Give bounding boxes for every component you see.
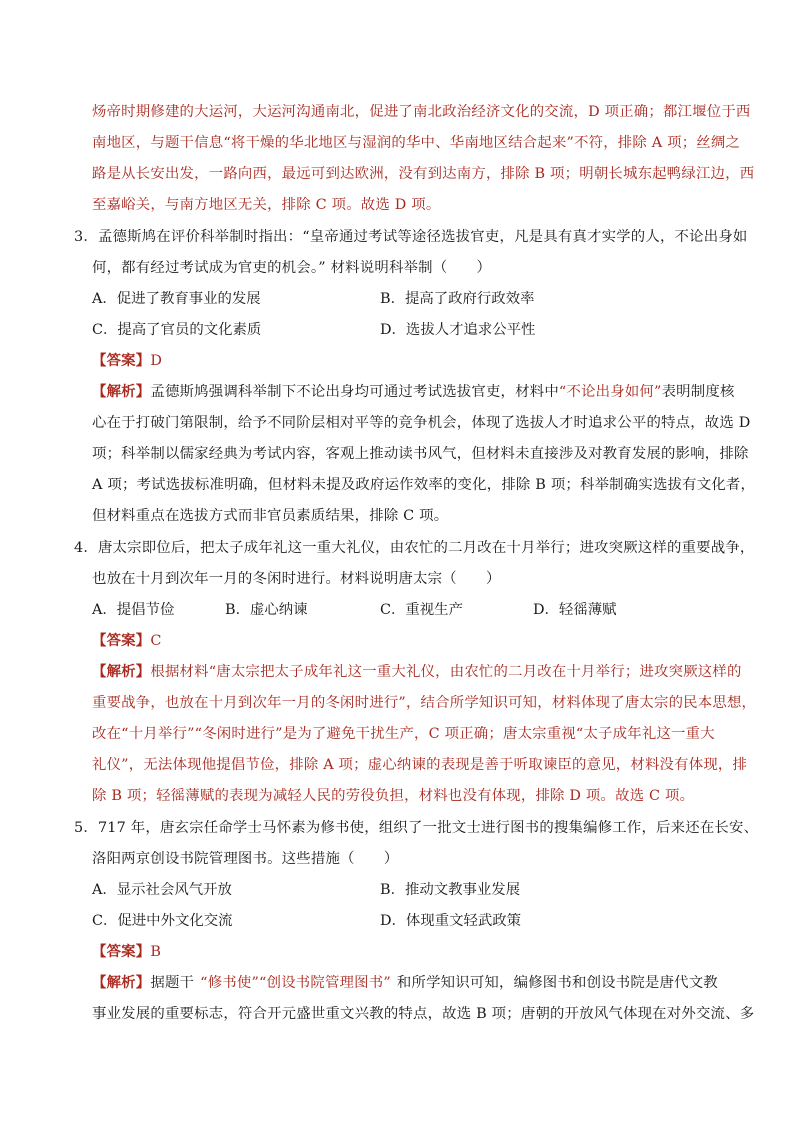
analysis-tag: 【解析】 [92, 663, 151, 680]
question-5-option-a: A．显示社会风气开放 [92, 882, 232, 898]
analysis-tag: 【解析】 [92, 383, 151, 400]
question-4-stem: 也放在十月到次年一月的冬闲时进行。材料说明唐太宗（ ） [92, 571, 501, 587]
analysis-continuation-line: 南地区，与题干信息“将干燥的华北地区与湿润的华中、华南地区结合起来”不符，排除 A 项；丝绸之 [92, 135, 741, 151]
question-4-analysis: 除 B 项；轻徭薄赋的表现为减轻人民的劳役负担，材料也没有体现，排除 D 项。故选 C 项。 [92, 788, 695, 804]
question-5-stem: 洛阳两京创设书院管理图书。这些措施（ ） [92, 851, 399, 867]
answer-value: B [150, 944, 162, 960]
analysis-continuation-line: 路是从长安出发，一路向西，最远可到达欧洲，没有到达南方，排除 B 项；明朝长城东起鸭绿江边，西 [92, 166, 755, 182]
answer-tag: 【答案】 [92, 632, 151, 649]
question-4-stem: 4．唐太宗即位后，把太子成年礼这一重大礼仪，由农忙的二月改在十月举行；进攻突厥这样的重要战争， [74, 540, 755, 556]
question-4-option-c: C．重视生产 [380, 602, 463, 618]
analysis-text: 表明制度核 [661, 384, 735, 400]
question-4-option-a: A．提倡节俭 [92, 602, 175, 618]
analysis-continuation-line: 至嘉峪关，与南方地区无关，排除 C 项。故选 D 项。 [92, 197, 441, 213]
analysis-quote: “不论出身如何” [558, 384, 662, 400]
question-5-option-d: D．体现重文轻武政策 [380, 913, 522, 929]
question-4-analysis: 礼仪”，无法体现他提倡节俭，排除 A 项；虚心纳谏的表现是善于听取谏臣的意见，材料没有体现，排 [92, 757, 748, 773]
question-4-analysis [92, 662, 742, 682]
question-3-analysis [92, 382, 735, 402]
question-5-analysis [92, 973, 718, 993]
question-3-answer [92, 351, 162, 371]
answer-value: D [150, 353, 163, 369]
question-3-stem: 何，都有经过考试成为官吏的机会。” 材料说明科举制（ ） [92, 260, 492, 276]
analysis-text: 和所学知识可知，编修图书和创设书院是唐代文教 [396, 975, 718, 991]
question-3-option-b: B．提高了政府行政效率 [380, 291, 535, 307]
question-4-analysis: 重要战争，也放在十月到次年一月的冬闲时进行”，结合所学知识可知，材料体现了唐太宗的民本思想， [92, 695, 757, 711]
analysis-quote: “修书使”“创设书院管理图书” [200, 975, 391, 991]
question-3-stem: 3．孟德斯鸠在评价科举制时指出：“皇帝通过考试等途径选拔官吏，凡是具有真才实学的人，不论出身如 [74, 229, 748, 245]
analysis-tag: 【解析】 [92, 974, 151, 991]
question-5-answer [92, 942, 161, 962]
question-4-option-d: D．轻徭薄赋 [533, 602, 617, 618]
question-5-stem: 5．717 年，唐玄宗任命学士马怀素为修书使，组织了一批文士进行图书的搜集编修工作，后来还在长安、 [74, 820, 759, 836]
analysis-text: 据题干 [150, 975, 195, 991]
question-3-option-c: C．提高了官员的文化素质 [92, 322, 262, 338]
analysis-text: 孟德斯鸠强调科举制下不论出身均可通过考试选拔官吏，材料中 [150, 384, 559, 400]
question-3-analysis: 项；科举制以儒家经典为考试内容，客观上推动读书风气，但材料未直接涉及对教育发展的影响，排除 [92, 446, 749, 462]
answer-value: C [150, 633, 162, 649]
question-3-analysis: 但材料重点在选拔方式而非官员素质结果，排除 C 项。 [92, 508, 449, 524]
question-4-answer [92, 631, 162, 651]
question-4-option-b: B．虚心纳谏 [225, 602, 308, 618]
answer-tag: 【答案】 [92, 352, 151, 369]
question-3-analysis: 心在于打破门第限制，给予不同阶层相对平等的竞争机会，体现了选拔人才时追求公平的特点，故选 D [92, 415, 751, 431]
analysis-text: 根据材料“唐太宗把太子成年礼这一重大礼仪，由农忙的二月改在十月举行；进攻突厥这样的 [150, 664, 742, 680]
analysis-continuation-line: 炀帝时期修建的大运河，大运河沟通南北，促进了南北政治经济文化的交流，D 项正确；都江堰位于西 [92, 104, 751, 120]
answer-tag: 【答案】 [92, 943, 151, 960]
question-3-option-d: D．选拔人才追求公平性 [380, 322, 536, 338]
question-5-option-c: C．促进中外文化交流 [92, 913, 233, 929]
question-3-option-a: A．促进了教育事业的发展 [92, 291, 261, 307]
question-5-analysis: 事业发展的重要标志，符合开元盛世重文兴教的特点，故选 B 项；唐朝的开放风气体现在对外交流、多 [92, 1006, 755, 1022]
question-5-option-b: B．推动文教事业发展 [380, 882, 521, 898]
question-3-analysis: A 项；考试选拔标准明确，但材料未提及政府运作效率的变化，排除 B 项；科举制确实选拔有文化者， [92, 477, 756, 493]
question-4-analysis: 改在“十月举行”“冬闲时进行”是为了避免干扰生产，C 项正确；唐太宗重视“太子成年礼这一重大 [92, 726, 715, 742]
